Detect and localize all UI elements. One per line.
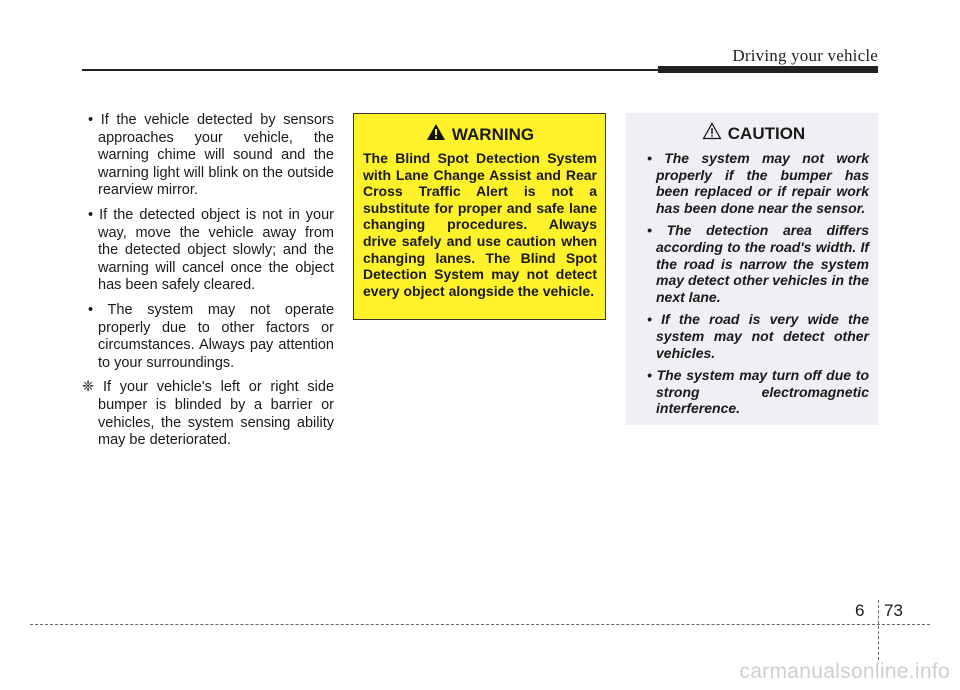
caution-box [626, 113, 878, 425]
caution-header [638, 122, 869, 145]
chapter-number: 6 [855, 601, 865, 620]
warning-body: The Blind Spot Detection System with Lane Change Assist and Rear Cross Traffic Alert is not a substitute for proper and safe lane changing procedures. Always drive safely and use caution when changing lanes. The Blind Spot Detection System may not detect every object alongside the vehicle. [363, 150, 597, 299]
list-item: • If the vehicle detected by sensors approaches your vehicle, the warning chime will sound and the warning light will blink on the outside rearview mirror. [88, 112, 334, 199]
list-item: • The detection area differs according to the road's width. If the road is narrow the system may detect other vehicles in the next lane. [647, 222, 869, 305]
note-symbol: ❈ [82, 379, 95, 396]
list-item: • If the detected object is not in your way, move the vehicle away from the detected object slowly; and the warning will cancel once the object has been safely cleared. [88, 206, 334, 294]
list-item: • The system may not work properly if the bumper has been replaced or if repair work has been done near the sensor. [647, 150, 869, 216]
section-title: Driving your vehicle [732, 46, 878, 65]
footer-divider [878, 600, 879, 660]
note-item: ❈ If your vehicle's left or right side bumper is blinded by a barrier or vehicles, the system sensing ability may be deteriorated. [82, 379, 335, 449]
header-rule-accent [658, 66, 878, 73]
list-item: • The system may turn off due to strong electromagnetic interference. [647, 367, 869, 417]
watermark: carmanualsonline.info [739, 660, 950, 683]
warning-title: WARNING [451, 124, 535, 144]
caution-title: CAUTION [727, 123, 806, 143]
footer-rule [30, 624, 930, 625]
page-number: 73 [884, 601, 903, 620]
left-column [82, 112, 334, 457]
warning-header [363, 123, 597, 146]
caution-triangle-icon [702, 122, 722, 145]
list-item: • The system may not operate properly due to other factors or circumstances. Always pay attention to your surroundings. [88, 301, 335, 371]
warning-box [353, 113, 606, 320]
warning-triangle-icon [426, 123, 446, 146]
list-item: • If the road is very wide the system may not detect other vehicles. [647, 311, 870, 361]
